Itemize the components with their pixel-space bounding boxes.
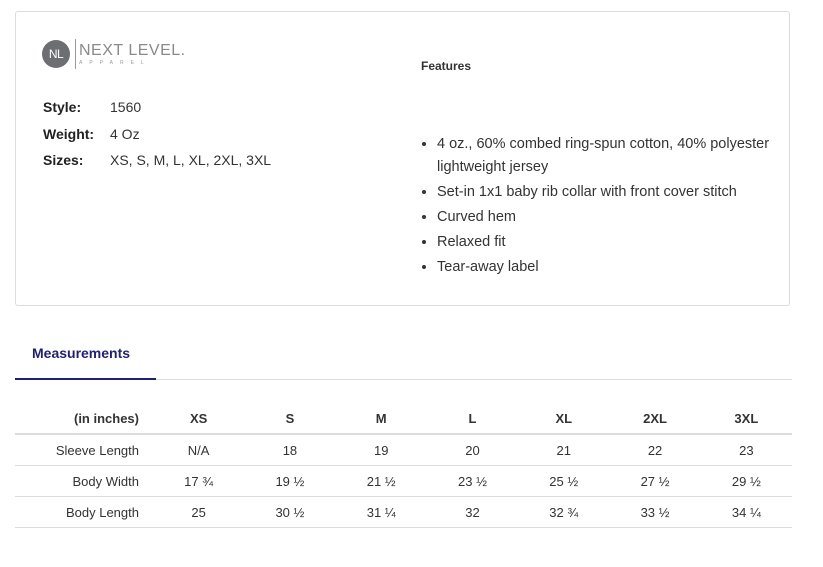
table-cell: 23 ½ (427, 466, 518, 497)
size-header: S (244, 403, 335, 434)
spec-label: Style: (43, 99, 82, 116)
brand-badge-icon: NL (42, 40, 70, 68)
table-cell: 25 ½ (518, 466, 609, 497)
table-cell: 21 ½ (336, 466, 427, 497)
brand-name: NEXT LEVEL. (79, 41, 186, 59)
unit-header: (in inches) (15, 403, 153, 434)
spec-sizes (43, 147, 271, 174)
spec-weight (43, 121, 271, 148)
spec-label: Sizes: (43, 152, 84, 169)
table-cell: 20 (427, 434, 518, 466)
feature-item: • Relaxed fit (437, 231, 782, 254)
table-cell: 22 (609, 434, 700, 466)
table-cell: 21 (518, 434, 609, 466)
table-cell: 30 ½ (244, 497, 335, 528)
brand-logo (42, 39, 186, 69)
feature-item: • Set-in 1x1 baby rib collar with front cover stitch (437, 181, 782, 204)
size-header: L (427, 403, 518, 434)
spec-value: 1560 (110, 99, 142, 116)
table-cell: 18 (244, 434, 335, 466)
table-cell: 29 ½ (701, 466, 792, 497)
table-cell: 17 ¾ (153, 466, 244, 497)
spec-label: Weight: (43, 125, 95, 142)
table-cell: 25 (153, 497, 244, 528)
row-label: Body Width (15, 466, 153, 497)
product-specs (43, 94, 271, 174)
feature-item: • Curved hem (437, 206, 782, 229)
tab-measurements[interactable]: Measurements (32, 345, 131, 361)
table-row (15, 497, 792, 528)
spec-value: XS, S, M, L, XL, 2XL, 3XL (110, 152, 272, 169)
size-header: M (336, 403, 427, 434)
table-cell: 27 ½ (609, 466, 700, 497)
spec-value: 4 Oz (110, 125, 140, 142)
brand-subtitle: APPAREL (79, 59, 151, 66)
measurements-table (15, 403, 792, 528)
table-cell: 33 ½ (609, 497, 700, 528)
size-header: 2XL (609, 403, 700, 434)
table-cell: 31 ¼ (336, 497, 427, 528)
product-info-card (15, 11, 790, 306)
features-list (421, 133, 782, 281)
table-cell: 32 (427, 497, 518, 528)
features-heading: Features (421, 59, 472, 73)
active-tab-indicator (15, 378, 156, 380)
size-header: 3XL (701, 403, 792, 434)
feature-item: • 4 oz., 60% combed ring-spun cotton, 40% polyester lightweight jersey (437, 133, 782, 178)
row-label: Body Length (15, 497, 153, 528)
feature-item: • Tear-away label (437, 256, 782, 279)
table-row (15, 466, 792, 497)
table-cell: 23 (701, 434, 792, 466)
table-cell: 19 (336, 434, 427, 466)
size-header: XS (153, 403, 244, 434)
table-row (15, 434, 792, 466)
table-cell: 32 ¾ (518, 497, 609, 528)
table-cell: 34 ¼ (701, 497, 792, 528)
logo-divider (75, 39, 76, 69)
table-cell: N/A (153, 434, 244, 466)
table-header-row (15, 403, 792, 434)
size-header: XL (518, 403, 609, 434)
table-cell: 19 ½ (244, 466, 335, 497)
row-label: Sleeve Length (15, 434, 153, 466)
spec-style (43, 94, 271, 121)
